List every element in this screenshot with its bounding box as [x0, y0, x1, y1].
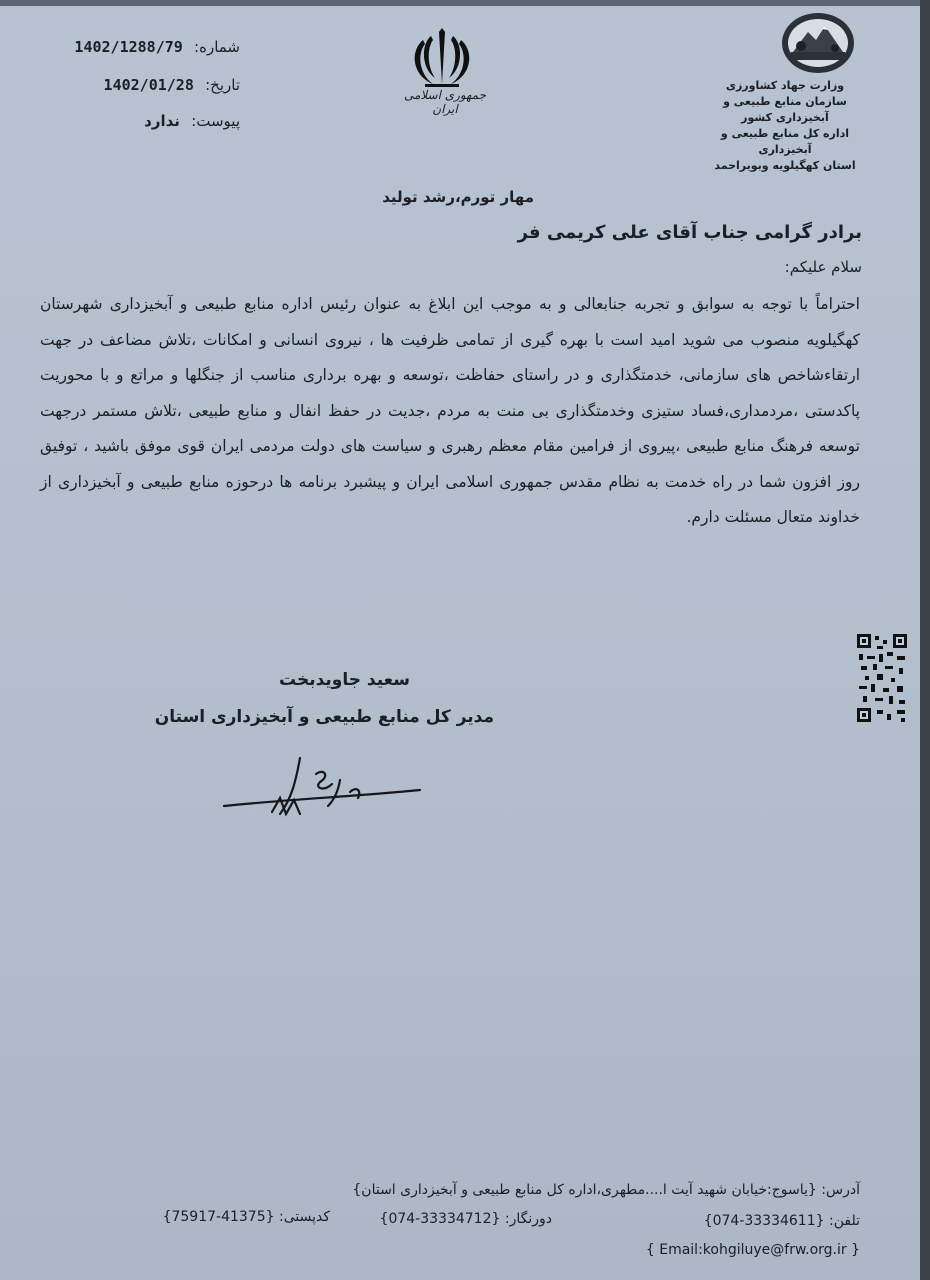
handwritten-signature-icon: [220, 740, 430, 830]
emblem-caption: جمهوری اسلامی ایران: [403, 88, 487, 116]
letter-date-value: 1402/01/28: [103, 76, 194, 94]
org-line: وزارت جهاد کشاورزی: [725, 79, 845, 92]
qr-code-icon: [857, 634, 907, 722]
letter-slogan: مهار تورم،رشد تولید: [382, 188, 534, 206]
footer-fax: [380, 1211, 552, 1227]
postal-value: {75917-41375}: [162, 1209, 275, 1225]
organization-name-block: [700, 78, 870, 174]
postal-label: کدپستی:: [278, 1209, 330, 1225]
footer-postal: [163, 1209, 330, 1225]
signer-name: سعید جاویدبخت: [278, 670, 410, 690]
org-line: سازمان منابع طبیعی و آبخیزداری کشور: [723, 95, 847, 124]
natural-resources-logo-icon: [773, 10, 863, 76]
letter-attachment-value: ندارد: [144, 112, 180, 130]
letter-number-label: شماره:: [194, 38, 240, 56]
letter-body: احتراماً با توجه به سوابق و تجربه جنابعالی و به موجب این ابلاغ به عنوان رئیس اداره منابع طبیعی و آبخیزداری شهرستان کهگیلویه منصوب می شوید امید است با بهره گیری از تمامی ظرفیت ها ، نیروی انسانی و امکانات ،تلاش مضاعف در جهت ارتقاءشاخص های سازمانی، خدمتگذاری و در راستای حفاظت ،توسعه و بهره برداری مناسب از جنگلها و مراتع و با محوریت پاکدستی ،مردمداری،فساد ستیزی وخدمتگذاری بی منت به مردم ،جدیت در حفظ انفال و منابع طبیعی ،تلاش مستمر درجهت توسعه فرهنگ منابع طبیعی ،پیروی از فرامین مقام معظم رهبری و سیاست های دولت مردمی ایران قوی موفق باشید ، توفیق روز افزون شما در راه خدمت به نظام مقدس جمهوری اسلامی ایران و پیشبرد برنامه ها درحوزه منابع طبیعی و آبخیزداری از خداوند متعال مسئلت دارم.: [40, 295, 860, 526]
letter-attachment-label: پیوست:: [191, 112, 240, 130]
phone-label: تلفن:: [829, 1213, 860, 1229]
letter-date-label: تاریخ:: [205, 76, 240, 94]
photo-right-edge: [920, 0, 930, 1280]
letter-attachment: [40, 112, 240, 130]
footer-email: { Email:kohgiluye@frw.org.ir }: [645, 1242, 860, 1258]
phone-value: {074-33334611}: [703, 1213, 825, 1229]
signer-title: مدیر کل منابع طبیعی و آبخیزداری استان: [154, 707, 494, 727]
fax-value: {074-33334712}: [379, 1211, 501, 1227]
org-line: اداره کل منابع طبیعی و آبخیزداری: [720, 127, 850, 156]
footer-phone: [704, 1213, 860, 1229]
footer-address: [352, 1182, 860, 1198]
address-value: {یاسوج:خیابان شهید آیت ا....مطهری،اداره کل منابع طبیعی و آبخیزداری استان}: [352, 1182, 817, 1198]
fax-label: دورنگار:: [504, 1211, 552, 1227]
photo-top-edge: [0, 0, 930, 6]
letter-greeting: سلام علیکم:: [784, 258, 862, 276]
org-line: استان کهگیلویه وبویراحمد: [714, 159, 856, 172]
address-label: آدرس:: [821, 1182, 860, 1198]
letter-number: [40, 38, 240, 56]
letter-number-value: 1402/1288/79: [74, 38, 183, 56]
letter-addressee: برادر گرامی جناب آقای علی کریمی فر: [517, 222, 862, 243]
letter-date: [40, 76, 240, 94]
